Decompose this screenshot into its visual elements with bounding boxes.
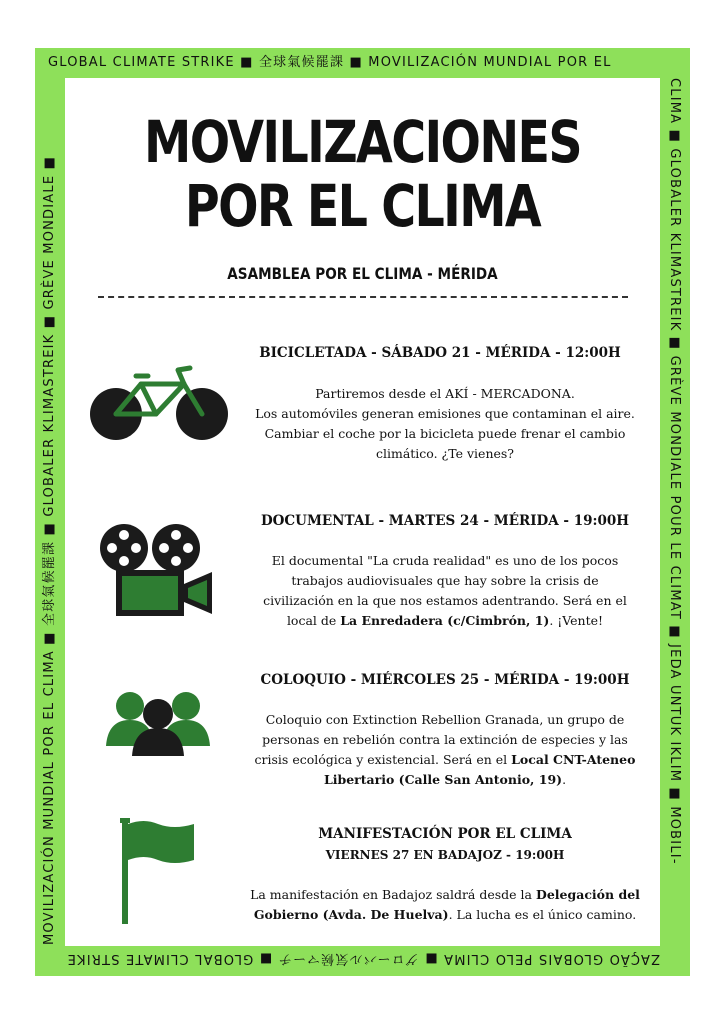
event-body-text: La manifestación en Badajoz saldrá desde la	[250, 887, 536, 902]
event-body-text: . ¡Vente!	[549, 613, 604, 628]
event-body-text: local de	[286, 613, 341, 628]
border-text-bottom: ZAÇÃO GLOBAIS PELO CLIMA ■ グローバル気候マーチ ■ GLOBAL CLIMATE STRIKE	[66, 951, 660, 966]
event-venue: Libertario (Calle San Antonio, 19)	[323, 772, 563, 787]
event-title-documental: DOCUMENTAL - MARTES 24 - MÉRIDA - 19:00H	[260, 513, 630, 529]
event-body-text: crisis ecológica y existencial. Será en el	[254, 752, 512, 767]
movie-camera-icon	[98, 522, 216, 618]
event-body-line: Coloquio con Extinction Rebellion Granada, un grupo de	[265, 712, 625, 727]
event-venue: Gobierno (Avda. De Huelva)	[253, 907, 449, 922]
event-body-line	[240, 885, 650, 905]
event-body-line	[245, 750, 645, 770]
event-body-line: Partiremos desde el AKÍ - MERCADONA.	[315, 386, 575, 401]
event-body-line: Los automóviles generan emisiones que contaminan el aire.	[255, 406, 635, 421]
people-group-icon	[106, 690, 210, 756]
event-body-line: personas en rebelión contra la extinción de especies y las	[262, 732, 628, 747]
event-body-documental	[245, 551, 645, 631]
event-venue: Local CNT-Ateneo	[511, 752, 636, 767]
event-venue: Delegación del	[535, 887, 640, 902]
event-body-bicicletada	[245, 384, 645, 464]
border-text-top: GLOBAL CLIMATE STRIKE ■ 全球氣候罷課 ■ MOVILIZACIÓN MUNDIAL POR EL	[48, 55, 612, 70]
event-body-coloquio	[245, 710, 645, 790]
event-venue: La Enredadera (c/Cimbrón, 1)	[340, 613, 550, 628]
event-body-line: Cambiar el coche por la bicicleta puede frenar el cambio	[264, 426, 626, 441]
event-body-line: trabajos audiovisuales que hay sobre la crisis de	[291, 573, 599, 588]
event-body-line	[240, 905, 650, 925]
event-body-manifestacion	[240, 885, 650, 925]
event-body-text: .	[562, 772, 567, 787]
event-body-line: climático. ¿Te vienes?	[375, 446, 515, 461]
event-title-bicicletada: BICICLETADA - SÁBADO 21 - MÉRIDA - 12:00H	[259, 345, 621, 361]
event-body-line: civilización en la que nos estamos adentrando. Será en el	[263, 593, 627, 608]
event-subtitle-manifestacion: VIERNES 27 EN BADAJOZ - 19:00H	[325, 848, 565, 862]
border-text-right: CLIMA ■ GLOBALER KLIMASTREIK ■ GRÈVE MONDIALE POUR LE CLIMAT ■ JEDA UNTUK IKLIM ■ MOBILI-	[667, 78, 682, 865]
poster-subtitle: ASAMBLEA POR EL CLIMA - MÉRIDA	[227, 264, 498, 283]
flag-icon	[118, 818, 200, 926]
event-body-text: . La lucha es el único camino.	[448, 907, 637, 922]
bicycle-icon	[86, 362, 230, 450]
event-title-manifestacion: MANIFESTACIÓN POR EL CLIMA	[318, 826, 572, 842]
dashed-divider	[98, 296, 628, 298]
event-body-line: El documental "La cruda realidad" es uno de los pocos	[271, 553, 619, 568]
poster-title-line2: POR EL CLIMA	[184, 172, 541, 240]
event-body-line	[245, 611, 645, 631]
poster-title-line1: MOVILIZACIONES	[144, 108, 581, 176]
event-title-coloquio: COLOQUIO - MIÉRCOLES 25 - MÉRIDA - 19:00H	[260, 672, 630, 688]
border-text-left: MOVILIZACIÓN MUNDIAL POR EL CLIMA ■ 全球氣候罷課 ■ GLOBALER KLIMASTREIK ■ GRÈVE MONDIALE ■	[42, 155, 57, 945]
event-body-line	[245, 770, 645, 790]
